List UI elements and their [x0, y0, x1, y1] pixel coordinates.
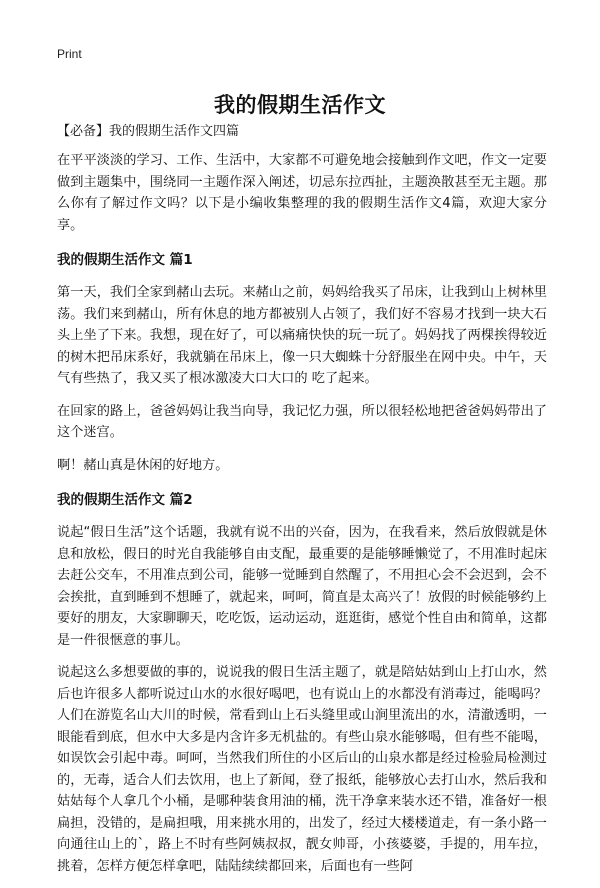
section-heading: 我的假期生活作文 篇1 [57, 252, 193, 268]
print-link[interactable]: Print [57, 47, 82, 61]
section-paragraph: 说起“假日生活”这个话题，我就有说不出的兴奋，因为，在我看来，然后放假就是休息和放松，假日的时光自我能够自由支配，最重要的是能够睡懒觉了，不用准时起床去赶公交车，不用准点到公司，能够一觉睡到自然醒了，不用担心会不会迟到，会不会挨批，直到睡到不想睡了，就起来，呵呵，简直是太高兴了！放假的时候能够约上要好的朋友，大家聊聊天，吃吃饭，运动运动，逛逛街，感觉个性自由和简单，这都是一件很惬意的事儿。 [57, 525, 547, 648]
section-paragraph: 啊！赭山真是休闲的好地方。 [57, 457, 229, 473]
article-subtitle: 【必备】我的假期生活作文四篇 [57, 124, 240, 139]
page-title: 我的假期生活作文 [214, 93, 386, 118]
intro-paragraph: 在平平淡淡的学习、工作、生活中，大家都不可避免地会接触到作文吧，作文一定要做到主题集中，围绕同一主题作深入阐述，切忌东拉西扯，主题涣散甚至无主题。那么你有了解过作文吗？以下是小编收集整理的我的假期生活作文4篇，欢迎大家分享。 [57, 153, 547, 233]
article-body [57, 150, 547, 888]
section-paragraph: 在回家的路上，爸爸妈妈让我当向导，我记忆力强，所以很轻松地把爸爸妈妈带出了这个迷宫。 [57, 403, 547, 440]
section-heading: 我的假期生活作文 篇2 [57, 492, 193, 508]
section-paragraph: 第一天，我们全家到赭山去玩。来赭山之前，妈妈给我买了吊床，让我到山上树林里荡。我们来到赭山，所有休息的地方都被别人占领了，我们好不容易才找到一块大石头上坐了下来。我想，现在好了，可以痛痛快快的玩一玩了。妈妈找了两棵挨得较近的树木把吊床系好，我就躺在吊床上，像一只大蜘蛛十分舒服坐在网中央。中午，天气有些热了，我又买了根冰激凌大口大口的 吃了起来。 [57, 285, 547, 386]
section-paragraph: 说起这么多想要做的事的，说说我的假日生活主题了，就是陪姑姑到山上打山水，然后也许很多人都听说过山水的水很好喝吧，也有说山上的水都没有消毒过，能喝吗？人们在游览名山大川的时候，常看到山上石头缝里或山涧里流出的水，清澈透明，一眼能看到底，但水中大多是内含许多无机盐的。有些山泉水能够喝，但有些不能喝，如误饮会引起中毒。呵呵，当然我们所住的小区后山的山泉水都是经过检验局检测过的，无毒，适合人们去饮用，也上了新闻，登了报纸，能够放心去打山水，然后我和姑姑每个人拿几个小桶，是哪种装食用油的桶，洗干净拿来装水还不错，准备好一根扁担，没错的，是扁担哦，用来挑水用的，出发了，经过大楼楼道走，有一条小路一向通往山上的`，路上不时有些阿姨叔叔，靓女帅哥，小孩婆婆，手提的，用车拉，挑着，怎样方便怎样拿吧，陆陆续续都回来，后面也有一些阿 [57, 665, 547, 874]
